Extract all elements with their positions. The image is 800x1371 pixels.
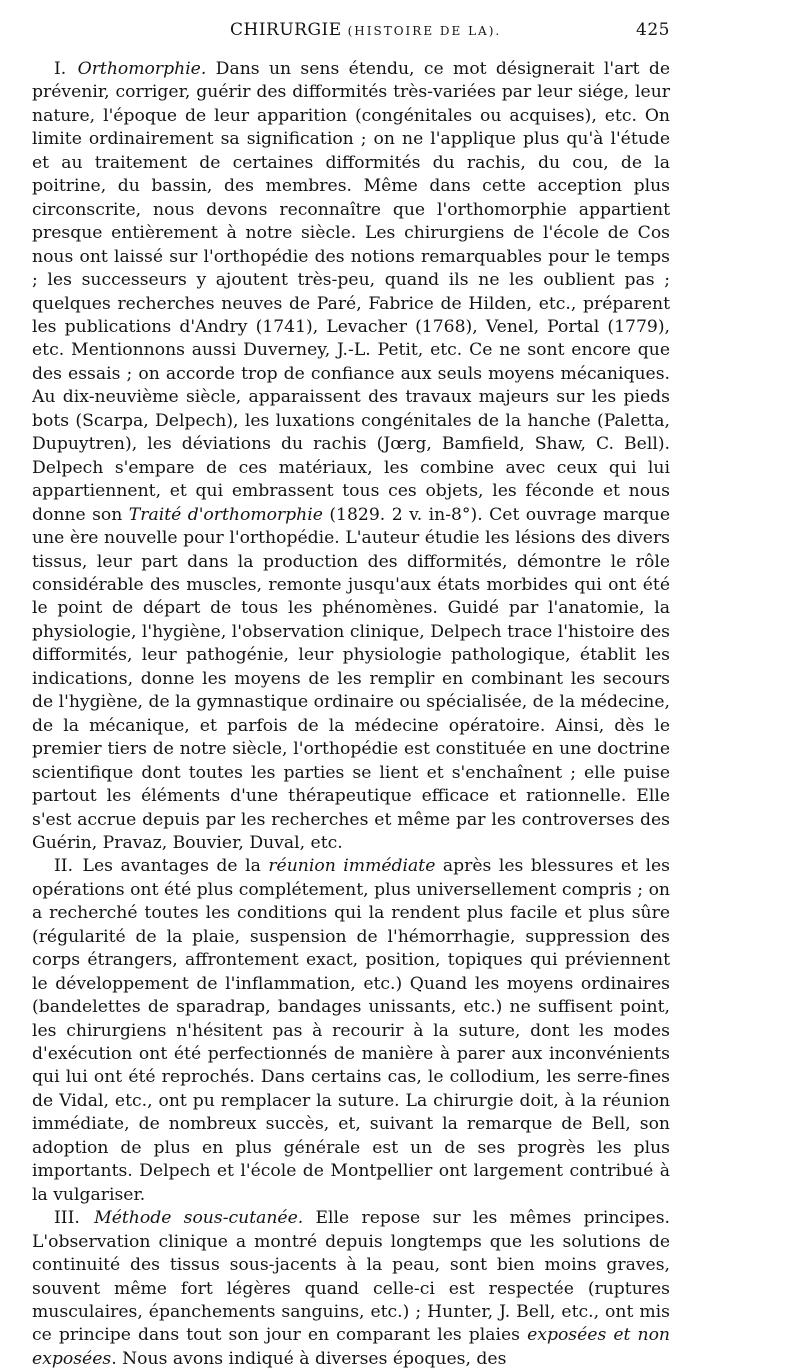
paragraph-text: . Nous avons indiqué à diverses époques, des: [111, 1348, 507, 1369]
section-number: II.: [54, 856, 74, 877]
section-heading: Méthode sous-cutanée.: [94, 1208, 304, 1229]
body-text: [32, 58, 670, 1371]
running-title: [230, 20, 501, 40]
page-number: 425: [636, 20, 670, 40]
paragraph-reunion-immediate: [32, 855, 670, 1207]
section-heading: Orthomorphie.: [77, 59, 207, 79]
emphasized-term: exposées et non exposées: [32, 1325, 670, 1369]
emphasized-term: réunion immédiate: [268, 856, 436, 877]
paragraph-orthomorphie: [32, 58, 670, 855]
book-title: Traité d'orthomorphie: [128, 504, 323, 525]
paragraph-text: Les avantages de la: [75, 856, 269, 877]
paragraph-methode-sous-cutanee: [32, 1207, 670, 1371]
running-title-main: CHIRURGIE: [230, 20, 342, 40]
paragraph-text: (1829. 2 v. in-8°). Cet ouvrage marque une ère nouvelle pour l'orthopédie. L'auteur étudie les lésions des divers tissus, leur part dans la production des difformités, démontre le rôle considérable des muscles, remonte jusqu'aux états morbides qui ont été le point de départ de tous les phénomènes. Guidé par l'anatomie, la physiologie, l'hygiène, l'observation clinique, Delpech trace l'histoire des difformités, leur pathogénie, leur physiologie pathologique, établit les indications, donne les moyens de les remplir en combinant les secours de l'hygiène, de la gymnastique ordinaire ou spécialisée, de la médecine, de la mécanique, et parfois de la médecine opératoire. Ainsi, dès le premier tiers de notre siècle, l'orthopédie est constituée en une doctrine scientifique dont toutes les parties se lient et s'enchaînent ; elle puise partout les éléments d'une thérapeutique efficace et rationnelle. Elle s'est accrue depuis par les recherches et même par les controverses des Guérin, Pravaz, Bouvier, Duval, etc.: [32, 504, 670, 853]
running-title-sub: (HISTOIRE DE LA).: [347, 24, 502, 38]
section-number: III.: [54, 1208, 80, 1229]
running-header: [60, 20, 670, 50]
paragraph-text: après les blessures et les opérations ont été plus complétement, plus universellement compris ; on a recherché toutes les conditions qui la rendent plus facile et plus sûre (régularité de la plaie, suspension de l'hémorrhagie, suppression des corps étrangers, affrontement exact, position, topiques qui préviennent le développement de l'inflammation, etc.) Quand les moyens ordinaires (bandelettes de sparadrap, bandages unissants, etc.) ne suffisent point, les chirurgiens n'hésitent pas à recourir à la suture, dont les modes d'exécution ont été perfectionnés de manière à parer aux inconvénients qui lui ont été reprochés. Dans certains cas, le collodium, les serre-fines de Vidal, etc., ont pu remplacer la suture. La chirurgie doit, à la réunion immédiate, de nombreux succès, et, suivant la remarque de Bell, son adoption de plus en plus générale est un de ses progrès les plus importants. Delpech et l'école de Montpellier ont largement contribué à la vulgariser.: [32, 856, 671, 1205]
paragraph-text: Dans un sens étendu, ce mot désignerait l'art de prévenir, corriger, guérir des difformités très-variées par leur siége, leur nature, l'époque de leur apparition (congénitales ou acquises), etc. On limite ordinairement sa signification ; on ne l'applique plus qu'à l'étude et au traitement de certaines difformités du rachis, du cou, de la poitrine, du bassin, des membres. Même dans cette acception plus circonscrite, nous devons reconnaître que l'orthomorphie appartient presque entièrement à notre siècle. Les chirurgiens de l'école de Cos nous ont laissé sur l'orthopédie des notions remarquables pour le temps ; les successeurs y ajoutent très-peu, quand ils ne les oublient pas ; quelques recherches neuves de Paré, Fabrice de Hilden, etc., préparent les publications d'Andry (1741), Levacher (1768), Venel, Portal (1779), etc. Mentionnons aussi Duverney, J.-L. Petit, etc. Ce ne sont encore que des essais ; on accorde trop de confiance aux seuls moyens mécaniques. Au dix-neuvième siècle, apparaissent des travaux majeurs sur les pieds bots (Scarpa, Delpech), les luxations congénitales de la hanche (Paletta, Dupuytren), les déviations du rachis (Jœrg, Bamfield, Shaw, C. Bell). Delpech s'empare de ces matériaux, les combine avec ceux qui lui appartiennent, et qui embrassent tous ces objets, les féconde et nous donne son: [32, 59, 670, 525]
paragraph-text: Elle repose sur les mêmes principes. L'observation clinique a montré depuis longtemps que les solutions de continuité des tissus sous-jacents à la peau, sont bien moins graves, souvent même fort légères quand celle-ci est respectée (ruptures musculaires, épanchements sanguins, etc.) ; Hunter, J. Bell, etc., ont mis ce principe dans tout son jour en comparant les plaies: [32, 1208, 670, 1346]
section-number: I.: [54, 59, 67, 79]
